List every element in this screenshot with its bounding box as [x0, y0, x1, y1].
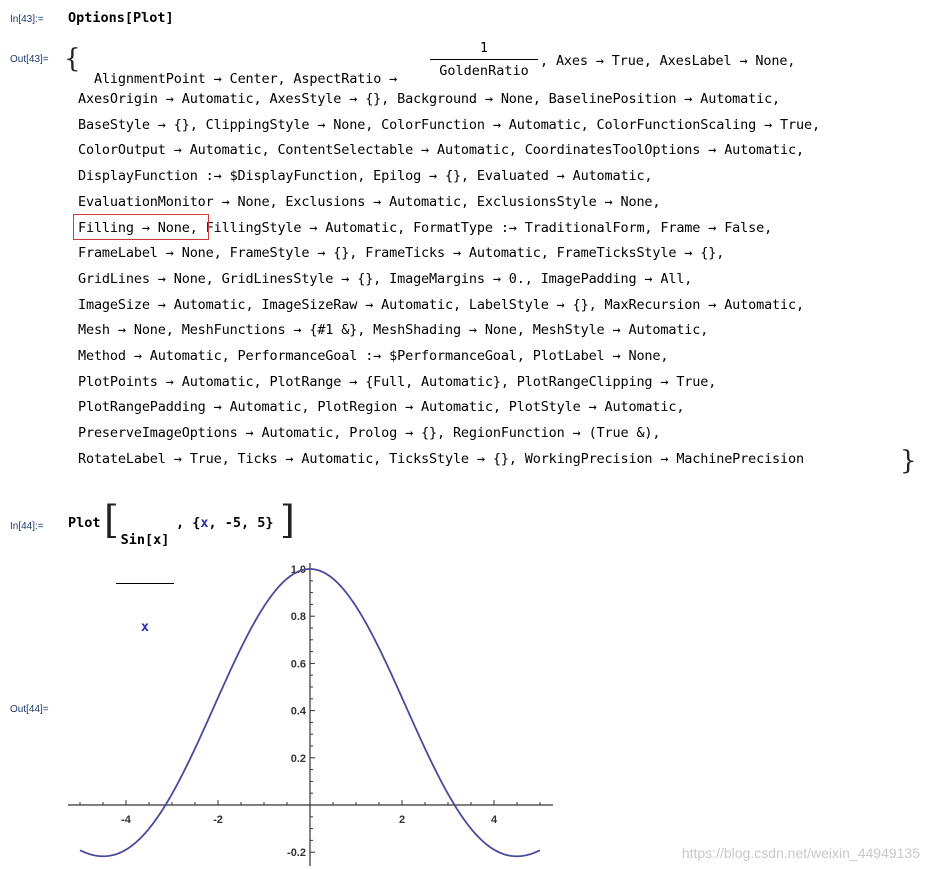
output-line[interactable]: AxesOrigin → Automatic, AxesStyle → {}, Background → None, BaselinePosition → Automatic,	[78, 91, 781, 107]
close-brace: }	[900, 446, 917, 476]
y-tick-label: 0.2	[290, 752, 306, 765]
plot-args-close: , -5, 5}	[208, 515, 274, 531]
output-line[interactable]: ColorOutput → Automatic, ContentSelectable → Automatic, CoordinatesToolOptions → Automatic,	[78, 142, 804, 159]
input-label-43: In[43]:=	[10, 14, 44, 25]
output-line[interactable]: RotateLabel → True, Ticks → Automatic, TicksStyle → {}, WorkingPrecision → MachinePrecision	[78, 450, 804, 467]
output-line[interactable]: Filling → None, FillingStyle → Automatic, FormatType :→ TraditionalForm, Frame → False,	[78, 219, 773, 236]
y-tick-label: -0.2	[287, 847, 306, 860]
output-label-43: Out[43]=	[10, 54, 49, 65]
fraction-numerator: 1	[479, 40, 489, 56]
output-line[interactable]: PreserveImageOptions → Automatic, Prolog → {}, RegionFunction → (True &),	[78, 425, 661, 442]
x-tick-label: -2	[213, 814, 223, 826]
output-first-pre: AlignmentPoint → Center, AspectRatio →	[93, 71, 406, 87]
output-line[interactable]: PlotRangePadding → Automatic, PlotRegion → Automatic, PlotStyle → Automatic,	[78, 399, 685, 416]
y-tick-label: 0.4	[290, 705, 306, 718]
plot-args-open: , {	[176, 515, 201, 531]
output-line[interactable]: Mesh → None, MeshFunctions → {#1 &}, MeshShading → None, MeshStyle → Automatic,	[78, 322, 709, 339]
output-line[interactable]: ImageSize → Automatic, ImageSizeRaw → Automatic, LabelStyle → {}, MaxRecursion → Automatic,	[78, 296, 804, 313]
y-tick-label: 0.8	[290, 611, 306, 624]
y-tick-label: 0.6	[290, 658, 306, 671]
output-line[interactable]: GridLines → None, GridLinesStyle → {}, ImageMargins → 0., ImagePadding → All,	[78, 270, 693, 287]
output-first-post: , Axes → True, AxesLabel → None,	[540, 53, 796, 69]
close-bracket: ]	[280, 498, 295, 542]
input-code-44-func[interactable]: Plot	[68, 515, 101, 531]
sinx-numerator: Sin[x]	[120, 532, 170, 548]
open-brace: {	[64, 44, 81, 74]
output-line[interactable]: FrameLabel → None, FrameStyle → {}, FrameTicks → Automatic, FrameTicksStyle → {},	[78, 245, 725, 262]
plot-range-var: x	[200, 515, 209, 531]
x-tick-label: -4	[121, 814, 131, 826]
x-tick-label: 2	[398, 814, 406, 826]
watermark: https://blog.csdn.net/weixin_44949135	[681, 845, 920, 861]
open-bracket: [	[104, 498, 119, 542]
input-code-43[interactable]: Options[Plot]	[68, 10, 174, 26]
output-line[interactable]: PlotPoints → Automatic, PlotRange → {Full, Automatic}, PlotRangeClipping → True,	[78, 373, 717, 390]
output-line[interactable]: Method → Automatic, PerformanceGoal :→ $PerformanceGoal, PlotLabel → None,	[78, 348, 669, 364]
sinx-denominator: x	[140, 619, 150, 635]
output-line[interactable]: EvaluationMonitor → None, Exclusions → Automatic, ExclusionsStyle → None,	[78, 193, 661, 210]
fraction-denominator: GoldenRatio	[439, 63, 529, 79]
y-tick-label: 1.0	[290, 564, 306, 576]
output-line[interactable]: DisplayFunction :→ $DisplayFunction, Epilog → {}, Evaluated → Automatic,	[78, 168, 653, 185]
output-label-44: Out[44]=	[10, 704, 49, 715]
output-line[interactable]: BaseStyle → {}, ClippingStyle → None, ColorFunction → Automatic, ColorFunctionScaling → True,	[78, 116, 820, 133]
input-label-44: In[44]:=	[10, 521, 44, 532]
x-tick-label: 4	[490, 814, 498, 826]
